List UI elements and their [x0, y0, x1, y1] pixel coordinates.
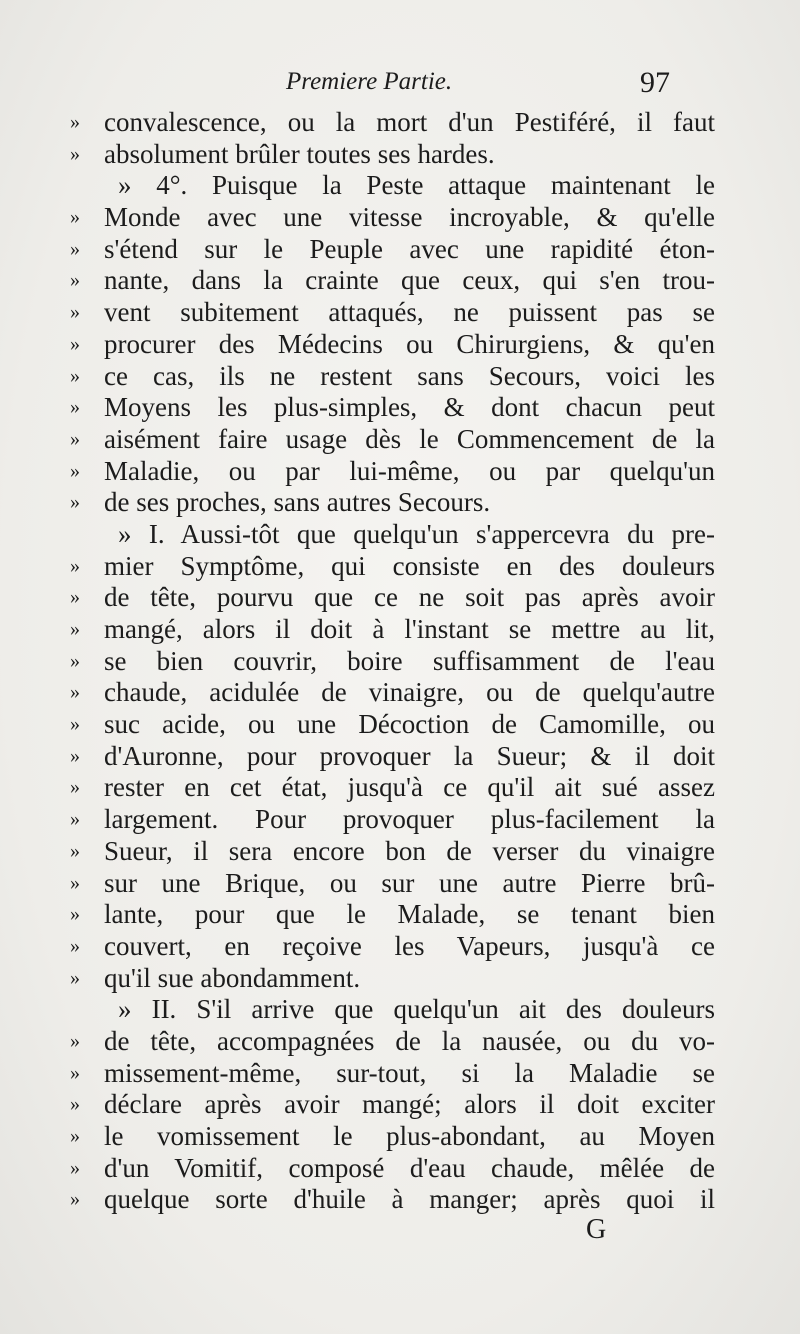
text-line	[70, 741, 715, 773]
text-line	[70, 424, 715, 456]
line-text: déclare après avoir mangé; alors il doit exciter	[104, 1089, 715, 1120]
text-line	[70, 677, 715, 709]
text-line	[70, 329, 715, 361]
quote-mark: »	[70, 1125, 80, 1147]
quote-mark: »	[70, 332, 80, 355]
quote-mark: »	[70, 554, 80, 577]
quote-mark: »	[70, 776, 80, 799]
body-text	[70, 107, 715, 1216]
quote-mark: »	[70, 1029, 80, 1052]
text-line	[70, 836, 715, 868]
line-text: quelque sorte d'huile à manger; après quoi il	[104, 1184, 715, 1215]
line-text: absolument brûler toutes ses hardes.	[104, 138, 495, 169]
text-line	[70, 1153, 715, 1185]
line-text: Monde avec une vitesse incroyable, & qu'elle	[104, 202, 715, 233]
line-text: qu'il sue abondamment.	[104, 962, 361, 993]
line-text: » II. S'il arrive que quelqu'un ait des douleurs	[118, 994, 715, 1025]
quote-mark: »	[70, 871, 80, 894]
line-text: de tête, pourvu que ce ne soit pas après avoir	[104, 582, 715, 613]
quote-mark: »	[70, 459, 80, 482]
quote-mark: »	[70, 618, 80, 640]
quote-mark: »	[70, 206, 80, 229]
text-line	[70, 519, 715, 551]
line-text: de tête, accompagnées de la nausée, ou du vo-	[104, 1025, 715, 1056]
text-line	[70, 963, 715, 995]
text-line	[70, 1121, 715, 1153]
text-line	[70, 582, 715, 614]
quote-mark: »	[70, 111, 80, 133]
text-line	[70, 804, 715, 836]
line-text: s'étend sur le Peuple avec une rapidité éton-	[104, 233, 715, 264]
quote-mark: »	[70, 934, 80, 957]
running-title: Premiere Partie.	[286, 68, 453, 95]
quote-mark: »	[70, 713, 80, 736]
text-line	[70, 931, 715, 963]
line-text: mangé, alors il doit à l'instant se mettre au lit,	[104, 614, 715, 644]
text-line	[70, 772, 715, 804]
quote-mark: »	[70, 237, 80, 260]
quote-mark: »	[70, 808, 80, 831]
quote-mark: »	[70, 427, 80, 450]
text-line	[70, 139, 715, 171]
text-line	[70, 1058, 715, 1090]
quote-mark: »	[70, 649, 80, 672]
quote-mark: »	[70, 1061, 80, 1084]
line-text: se bien couvrir, boire suffisamment de l'eau	[104, 645, 715, 676]
line-text: suc acide, ou une Décoction de Camomille, ou	[104, 709, 715, 740]
line-text: » I. Aussi-tôt que quelqu'un s'appercevra du pre-	[118, 518, 715, 549]
quote-mark: »	[70, 1156, 80, 1179]
line-text: Sueur, il sera encore bon de verser du vinaigre	[104, 835, 715, 866]
text-line	[70, 265, 715, 297]
text-line	[70, 202, 715, 234]
quote-mark: »	[70, 681, 80, 704]
line-text: missement-même, sur-tout, si la Maladie se	[104, 1057, 715, 1088]
quote-mark: »	[70, 301, 80, 324]
quote-mark: »	[70, 586, 80, 609]
line-text: nante, dans la crainte que ceux, qui s'en trou-	[104, 265, 715, 296]
line-text: vent subitement attaqués, ne puissent pas se	[104, 297, 715, 328]
page-header	[0, 68, 800, 104]
line-text: mier Symptôme, qui consiste en des douleurs	[104, 550, 715, 581]
quote-mark: »	[70, 903, 80, 926]
text-line	[70, 551, 715, 583]
quote-mark: »	[70, 966, 80, 989]
quote-mark: »	[70, 1093, 80, 1116]
line-text: couvert, en reçoive les Vapeurs, jusqu'à ce	[104, 930, 715, 961]
quote-mark: »	[70, 364, 80, 387]
text-line	[70, 1184, 715, 1216]
signature-mark: G	[586, 1214, 607, 1245]
text-line	[70, 487, 715, 519]
text-line	[70, 392, 715, 424]
line-text: aisément faire usage dès le Commencement de la	[104, 423, 715, 454]
quote-mark: »	[70, 744, 80, 767]
quote-mark: »	[70, 491, 80, 514]
text-line	[70, 646, 715, 678]
line-text: chaude, acidulée de vinaigre, ou de quelqu'autre	[104, 677, 715, 708]
quote-mark: »	[70, 396, 80, 419]
line-text: Maladie, ou par lui-même, ou par quelqu'un	[104, 455, 715, 486]
line-text: ce cas, ils ne restent sans Secours, voici les	[104, 360, 715, 391]
line-text: » 4°. Puisque la Peste attaque maintenant le	[118, 170, 715, 201]
line-text: sur une Brique, ou sur une autre Pierre brû-	[104, 867, 715, 898]
text-line	[70, 107, 715, 139]
quote-mark: »	[70, 1188, 80, 1211]
text-line	[70, 614, 715, 646]
page-number: 97	[640, 66, 670, 99]
text-line	[70, 709, 715, 741]
text-line	[70, 1089, 715, 1121]
text-line	[70, 1026, 715, 1058]
text-line	[70, 361, 715, 393]
line-text: d'Auronne, pour provoquer la Sueur; & il doit	[104, 740, 715, 771]
text-line	[70, 456, 715, 488]
text-line	[70, 899, 715, 931]
line-text: de ses proches, sans autres Secours.	[104, 487, 491, 518]
quote-mark: »	[70, 839, 80, 862]
text-line	[70, 994, 715, 1026]
text-line	[70, 234, 715, 266]
text-line	[70, 868, 715, 900]
text-line	[70, 297, 715, 329]
line-text: d'un Vomitif, composé d'eau chaude, mêlée de	[104, 1152, 715, 1183]
line-text: Moyens les plus-simples, & dont chacun peut	[104, 392, 715, 423]
line-text: lante, pour que le Malade, se tenant bien	[104, 899, 715, 930]
quote-mark: »	[70, 269, 80, 292]
line-text: le vomissement le plus-abondant, au Moyen	[104, 1121, 715, 1151]
line-text: convalescence, ou la mort d'un Pestiféré, il faut	[104, 107, 715, 137]
line-text: largement. Pour provoquer plus-facilement la	[104, 804, 715, 835]
text-line	[70, 170, 715, 202]
line-text: rester en cet état, jusqu'à ce qu'il ait sué assez	[104, 772, 715, 803]
quote-mark: »	[70, 142, 80, 165]
line-text: procurer des Médecins ou Chirurgiens, & qu'en	[104, 328, 715, 359]
